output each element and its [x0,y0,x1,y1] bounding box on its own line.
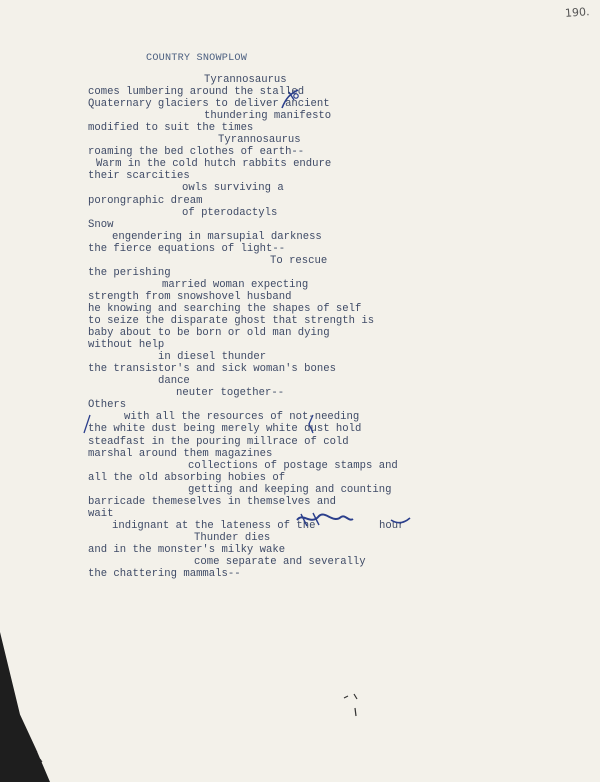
poem-line: neuter together-- [176,387,285,400]
poem-line: the white dust being merely white dust hold [88,423,362,436]
poem-title: COUNTRY SNOWPLOW [146,53,248,64]
poem-line: strength from snowshovel husband [88,290,292,303]
poem-line: To rescue [270,254,328,267]
poem-line: comes lumbering around the stalled [88,86,305,99]
poem-line: the chattering mammals-- [88,568,241,581]
poem-line: to seize the disparate ghost that strength is [88,315,375,327]
poem-line: come separate and severally [194,556,366,568]
poem-line: Tyrannosaurus [218,134,301,147]
poem-line: Tyrannosaurus [204,74,287,86]
margin-tick-icon [82,414,92,434]
poem-line: Thunder dies [194,531,271,544]
poem-line: the transistor's and sick woman's bones [88,363,336,376]
poem-line: in diesel thunder [158,351,267,364]
poem-line: owls surviving a [182,182,284,195]
poem-line: porongraphic dream [88,194,203,207]
poem-line: Snow [88,218,114,231]
poem-line: and in the monster's milky wake [88,543,286,556]
poem-line: their scarcities [88,170,190,183]
strikethrough-scribble-icon [293,508,413,530]
poem-line: Quaternary glaciers to deliver ancient [88,98,330,111]
poem-line: the perishing [88,266,171,279]
poem-line: Others [88,399,127,412]
poem-line: thundering manifesto [204,110,332,123]
poem-line: barricade themeselves in themselves and [88,495,336,508]
poem-line: collections of postage stamps and [188,459,398,472]
poem-line: married woman expecting [162,278,309,291]
page-number: 190. [564,5,590,20]
poem-line: dance [158,375,190,388]
poem-line: roaming the bed clothes of earth-- [88,146,305,159]
pencil-dots-icon [340,690,360,720]
poem-line: marshal around them magazines [88,447,273,460]
poem-line: indignant at the lateness of the hour [112,519,405,532]
poem-line: the fierce equations of light-- [88,242,286,255]
poem-line: modified to suit the times [88,122,254,135]
poem-line: of pterodactyls [182,206,278,219]
poem-line: Warm in the cold hutch rabbits endure [96,158,332,171]
poem-line: baby about to be born or old man dying [88,327,330,340]
poem-line: engendering in marsupial darkness [112,230,322,243]
insertion-mark-icon [280,88,300,110]
poem-line: all the old absorbing hobies of [88,471,286,484]
poem-line: with all the resources of not-needing [124,411,360,424]
poem-line: he knowing and searching the shapes of self [88,302,362,315]
bracket-mark-icon [307,414,315,434]
poem-line: wait [88,507,114,520]
poem-line: steadfast in the pouring millrace of cold [88,435,349,448]
poem-line: without help [88,339,165,352]
poem-line: getting and keeping and counting [188,483,392,496]
